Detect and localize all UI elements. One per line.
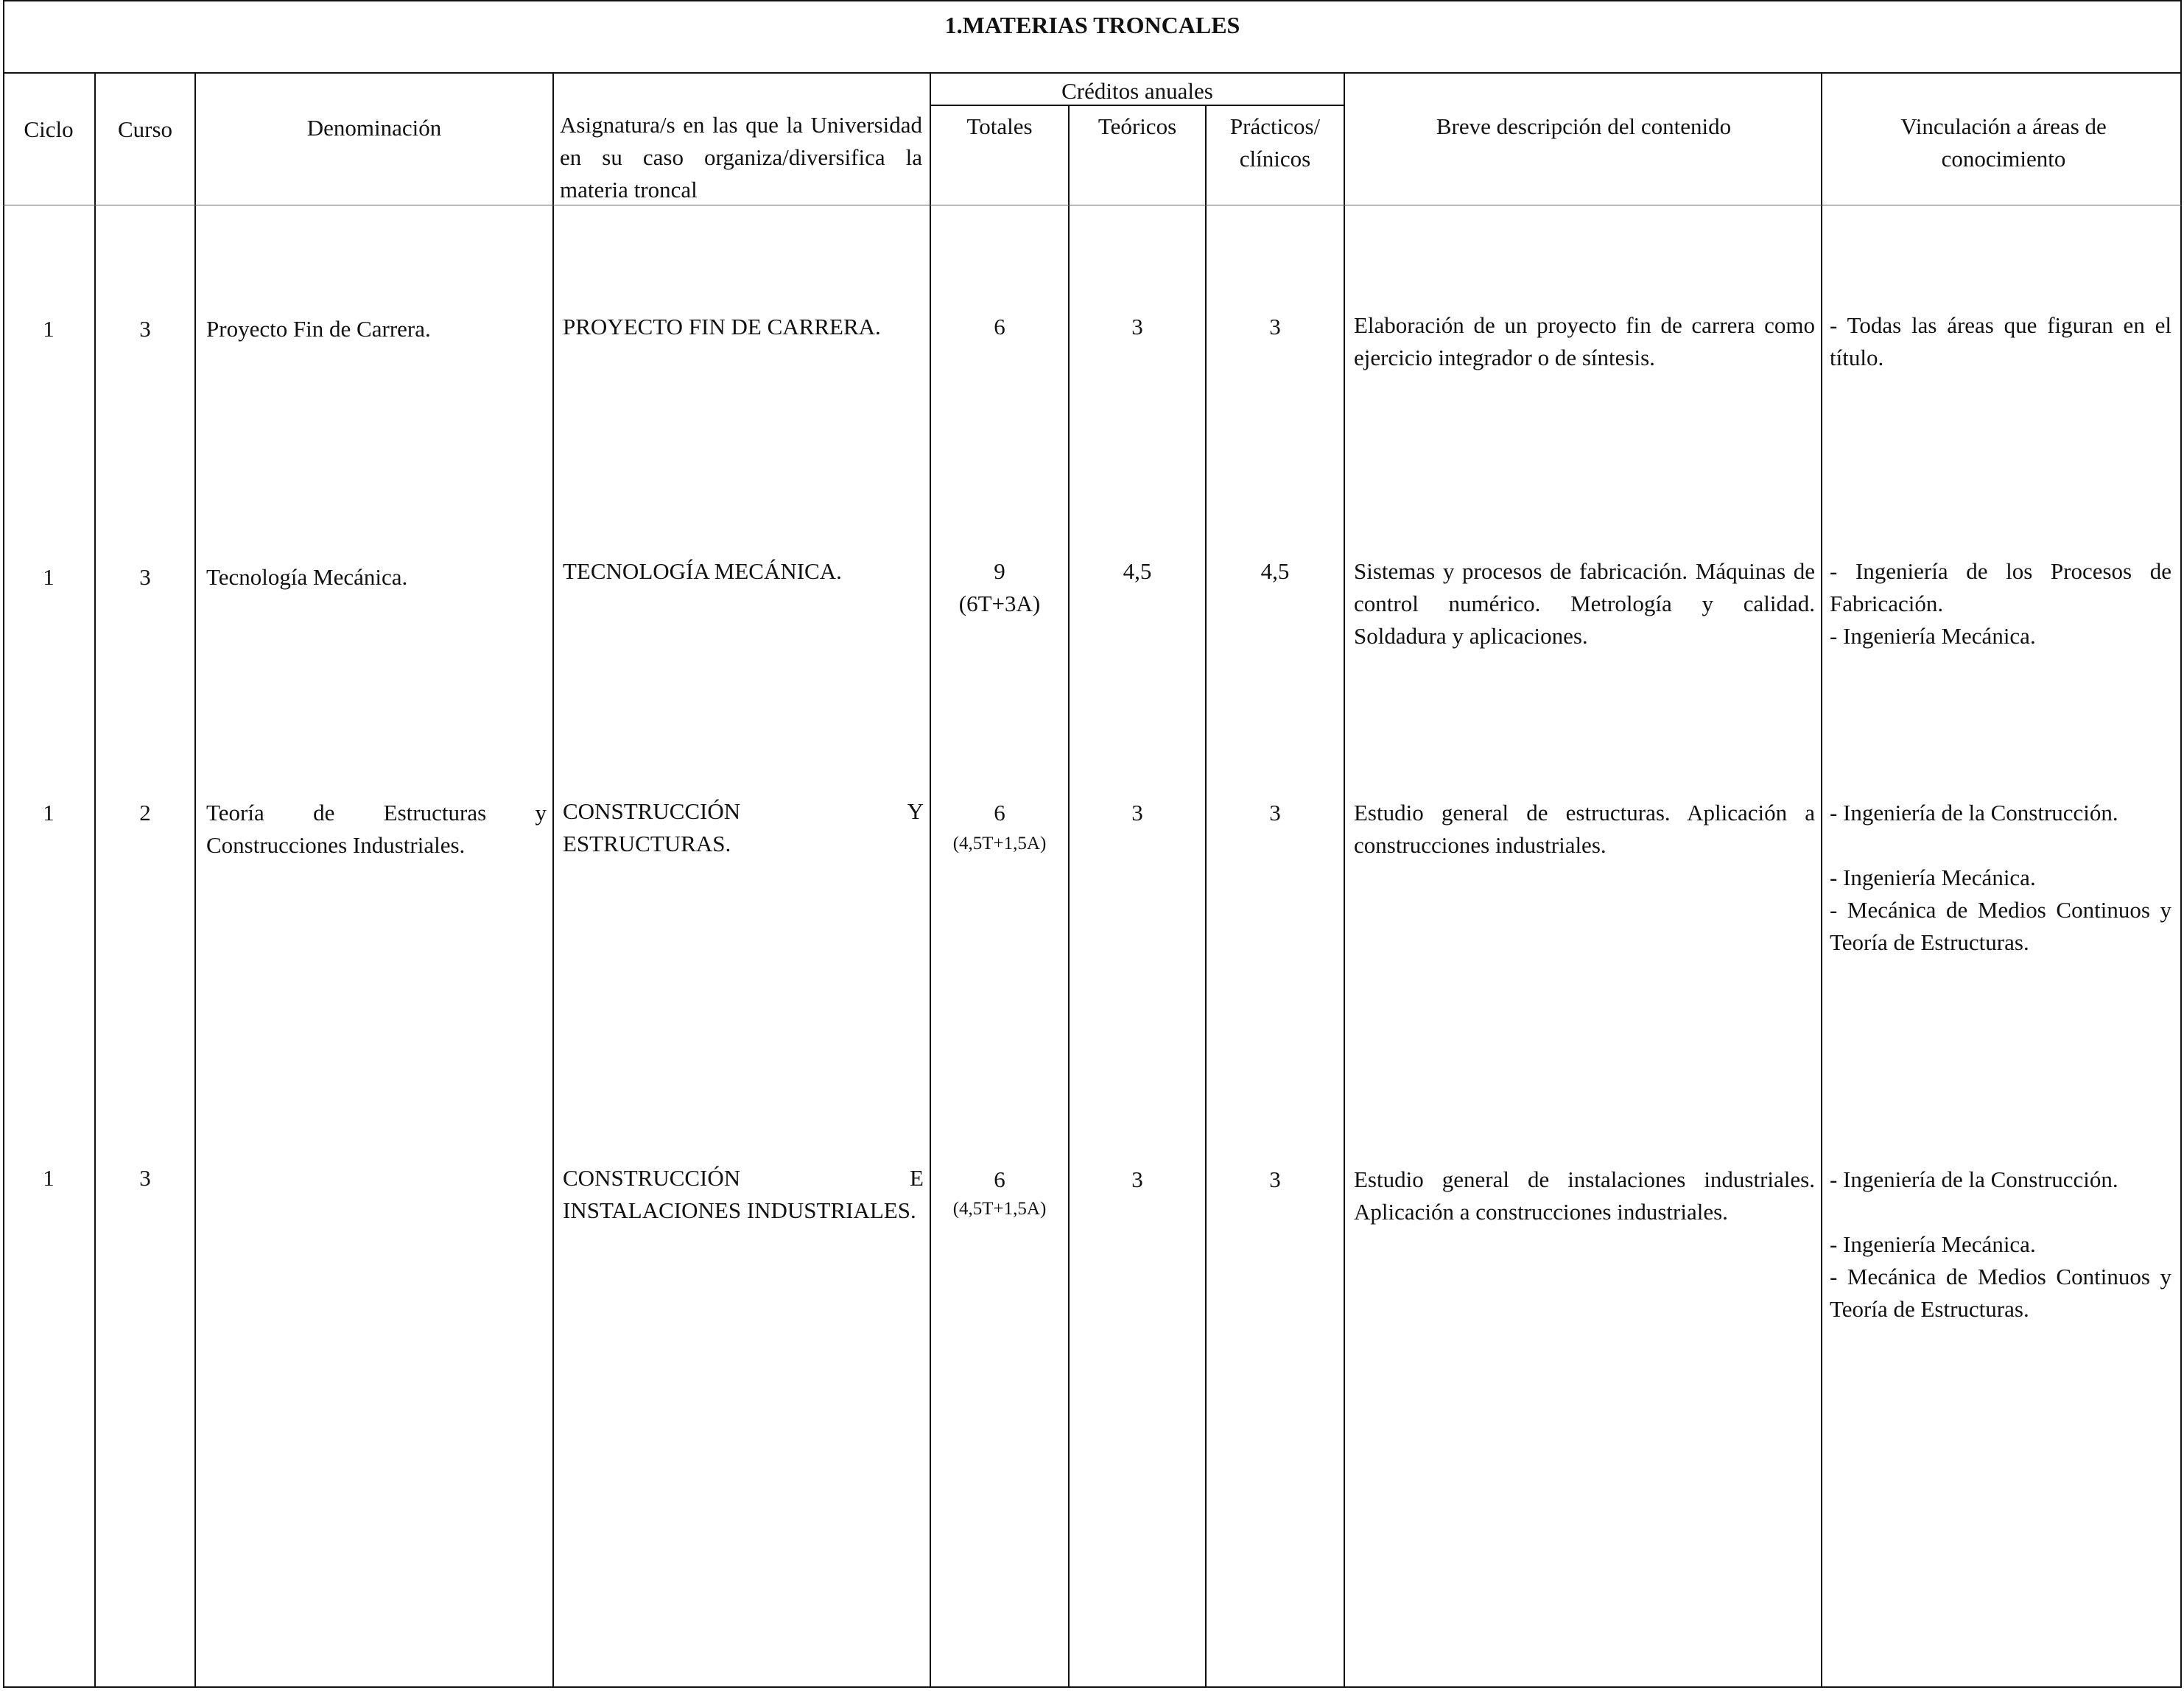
table-row-cell-practicos: 3 <box>1269 1166 1281 1192</box>
table-row-cell-asignatura: TECNOLOGÍA MECÁNICA. <box>563 558 842 584</box>
table-row-cell-totales: 6 <box>994 314 1005 339</box>
header-asignatura: Asignatura/s en las que la Universidad en su caso organiza/diversifica la materia troncal <box>560 112 922 203</box>
table-row-cell-practicos: 3 <box>1269 314 1281 339</box>
col-line-denominacion <box>552 74 554 1688</box>
table-row-cell-teoricos: 4,5 <box>1123 558 1152 584</box>
table-row-cell-totales-detail: (6T+3A) <box>958 591 1041 616</box>
table-row-cell-practicos: 4,5 <box>1260 558 1290 584</box>
header-vinculacion: Vinculación a áreas de conocimiento <box>1900 113 2107 172</box>
table-row-cell-curso: 2 <box>139 800 151 826</box>
table-row-cell-teoricos: 3 <box>1131 800 1143 826</box>
table-row-cell-curso: 3 <box>139 1165 151 1191</box>
table-row-cell-ciclo: 1 <box>43 1165 55 1191</box>
table-row-cell-vinculacion: - Ingeniería Mecánica. <box>1830 623 2036 649</box>
table-row-cell-ciclo: 1 <box>43 316 55 342</box>
table-row-cell-descripcion: Elaboración de un proyecto fin de carrera como ejercicio integrador o de síntesis. <box>1354 312 1815 370</box>
table-row-cell-vinculacion: - Ingeniería de los Procesos de Fabricación. <box>1830 558 2171 616</box>
table-row-cell-vinculacion: - Mecánica de Medios Continuos y Teoría de Estructuras. <box>1830 1264 2171 1322</box>
table-row-cell-totales: 9 <box>994 558 1005 584</box>
table-row-cell-practicos: 3 <box>1269 800 1281 826</box>
table-row-cell-totales: 6 <box>994 1166 1005 1192</box>
table-row-cell-curso: 3 <box>139 564 151 590</box>
table-row-cell-asignatura: CONSTRUCCIÓN E INSTALACIONES INDUSTRIALES. <box>563 1165 924 1223</box>
table-row-cell-ciclo: 1 <box>43 800 55 826</box>
header-curso: Curso <box>117 116 173 142</box>
table-row-cell-teoricos: 3 <box>1131 314 1143 339</box>
table-row-cell-denominacion: Proyecto Fin de Carrera. <box>206 316 431 342</box>
table-row-cell-denominacion: Teoría de Estructuras y Construcciones Industriales. <box>206 800 547 858</box>
table-row-cell-descripcion: Estudio general de instalaciones industriales. Aplicación a construcciones industriales. <box>1354 1166 1815 1225</box>
table-row-cell-vinculacion: - Ingeniería Mecánica. <box>1830 1231 2036 1257</box>
col-line-descripcion <box>1821 74 1822 1688</box>
header-creditos: Créditos anuales <box>1061 78 1213 104</box>
table-row-cell-descripcion: Estudio general de estructuras. Aplicación a construcciones industriales. <box>1354 800 1815 858</box>
table-row-cell-denominacion: Tecnología Mecánica. <box>206 564 408 590</box>
table-row-cell-vinculacion: - Ingeniería Mecánica. <box>1830 865 2036 890</box>
table-row-cell-vinculacion: - Mecánica de Medios Continuos y Teoría de Estructuras. <box>1830 897 2171 955</box>
table-row-cell-totales-detail: (4,5T+1,5A) <box>952 1199 1047 1219</box>
table-row-cell-ciclo: 1 <box>43 564 55 590</box>
table-row-cell-descripcion: Sistemas y procesos de fabricación. Máquinas de control numérico. Metrología y calidad. Soldadura y aplicaciones. <box>1354 558 1815 649</box>
header-teoricos: Teóricos <box>1098 113 1177 139</box>
col-line-curso <box>194 74 196 1688</box>
table-row-cell-asignatura: CONSTRUCCIÓN Y ESTRUCTURAS. <box>563 798 924 856</box>
table-row-cell-totales: 6 <box>994 800 1005 826</box>
col-line-practicos <box>1344 74 1345 1688</box>
header-totales: Totales <box>966 113 1033 139</box>
table-row-cell-vinculacion: - Ingeniería de la Construcción. <box>1830 800 2118 826</box>
page-title: 1.MATERIAS TRONCALES <box>944 12 1240 38</box>
table-row-cell-totales-detail: (4,5T+1,5A) <box>952 834 1047 853</box>
table-row-cell-vinculacion: - Ingeniería de la Construcción. <box>1830 1166 2118 1192</box>
col-line-teoricos <box>1205 105 1207 1688</box>
table-row-cell-asignatura: PROYECTO FIN DE CARRERA. <box>563 314 881 339</box>
table-row-cell-vinculacion: - Todas las áreas que figuran en el título. <box>1830 312 2171 370</box>
table-row-cell-teoricos: 3 <box>1131 1166 1143 1192</box>
header-denominacion: Denominación <box>306 115 442 141</box>
header-practicos: Prácticos/ clínicos <box>1229 113 1321 172</box>
header-descripcion: Breve descripción del contenido <box>1436 113 1732 139</box>
table-row-cell-curso: 3 <box>139 316 151 342</box>
header-ciclo: Ciclo <box>24 116 74 142</box>
